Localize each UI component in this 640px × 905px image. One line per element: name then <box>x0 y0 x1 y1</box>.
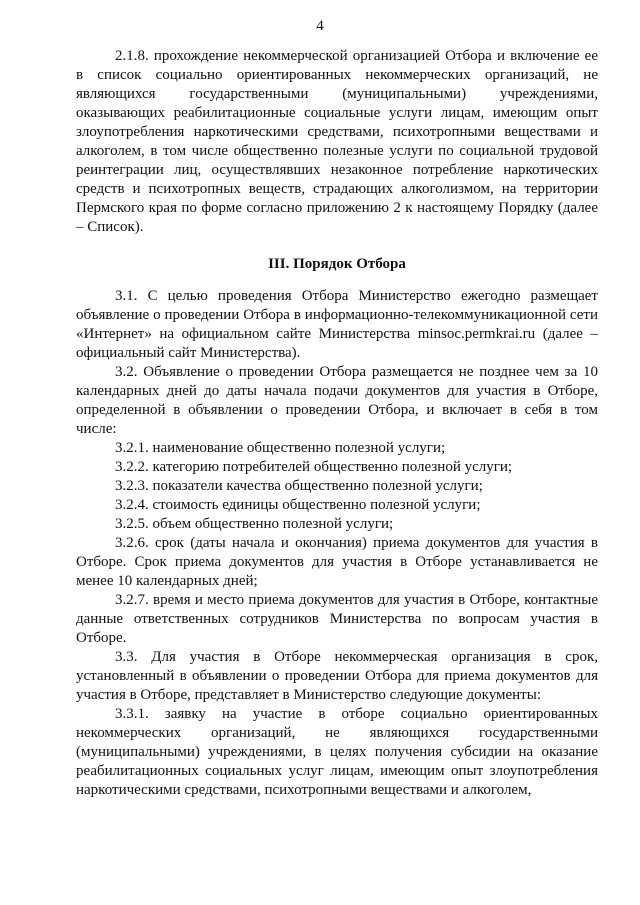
paragraph-3-2: 3.2. Объявление о проведении Отбора размещается не позднее чем за 10 календарных дней до даты начала подачи документов для участия в Отборе, определенной в объявлении о проведении Отбора, и включает в себя в том числе: <box>76 364 598 437</box>
paragraph-3-2-3: 3.2.3. показатели качества общественно полезной услуги; <box>115 478 483 494</box>
paragraph-3-2-5: 3.2.5. объем общественно полезной услуги; <box>115 516 394 532</box>
paragraph-3-2-2: 3.2.2. категорию потребителей общественно полезной услуги; <box>115 459 513 475</box>
paragraph-3-3: 3.3. Для участия в Отборе некоммерческая организация в срок, установленный в объявлении о проведении Отбора для приема документов для участия в Отборе, представляет в Министерство следующие документы: <box>76 649 598 703</box>
paragraph-3-2-7: 3.2.7. время и место приема документов для участия в Отборе, контактные данные ответственных сотрудников Министерства по вопросам участия в Отборе. <box>76 592 598 646</box>
section-heading: III. Порядок Отбора <box>268 256 406 272</box>
paragraph-2-1-8: 2.1.8. прохождение некоммерческой организацией Отбора и включение ее в список социально ориентированных некоммерческих организаций, не являющихся государственными (муниципальными) учреждениями, оказывающих реабилитационные социальные услуги лицам, имеющим опыт злоупотребления наркотическими средствами, психотропными веществами и алкоголем, в том числе общественно полезные услуги по социальной трудовой реинтеграции лиц, осуществлявших незаконное потребление наркотических средств и психотропных веществ, страдающих алкоголизмом, на территории Пермского края по форме согласно приложению 2 к настоящему Порядку (далее – Список). <box>76 48 598 235</box>
paragraph-3-2-6: 3.2.6. срок (даты начала и окончания) приема документов для участия в Отборе. Срок приема документов для участия в Отборе устанавливается не менее 10 календарных дней; <box>76 535 598 589</box>
page-number: 4 <box>316 18 324 34</box>
document-body <box>76 47 598 800</box>
paragraph-3-2-1: 3.2.1. наименование общественно полезной услуги; <box>115 440 446 456</box>
paragraph-3-3-1: 3.3.1. заявку на участие в отборе социально ориентированных некоммерческих организаций, не являющихся государственными (муниципальными) учреждениями, в целях получения субсидии на оказание реабилитационных социальных услуг лицам, имеющим опыт злоупотребления наркотическими средствами, психотропными веществами и алкоголем, <box>76 706 598 798</box>
paragraph-3-2-4: 3.2.4. стоимость единицы общественно полезной услуги; <box>115 497 481 513</box>
paragraph-3-1: 3.1. С целью проведения Отбора Министерство ежегодно размещает объявление о проведении Отбора в информационно-телекоммуникационной сети «Интернет» на официальном сайте Министерства minsoc.permkrai.ru (далее – официальный сайт Министерства). <box>76 288 598 361</box>
